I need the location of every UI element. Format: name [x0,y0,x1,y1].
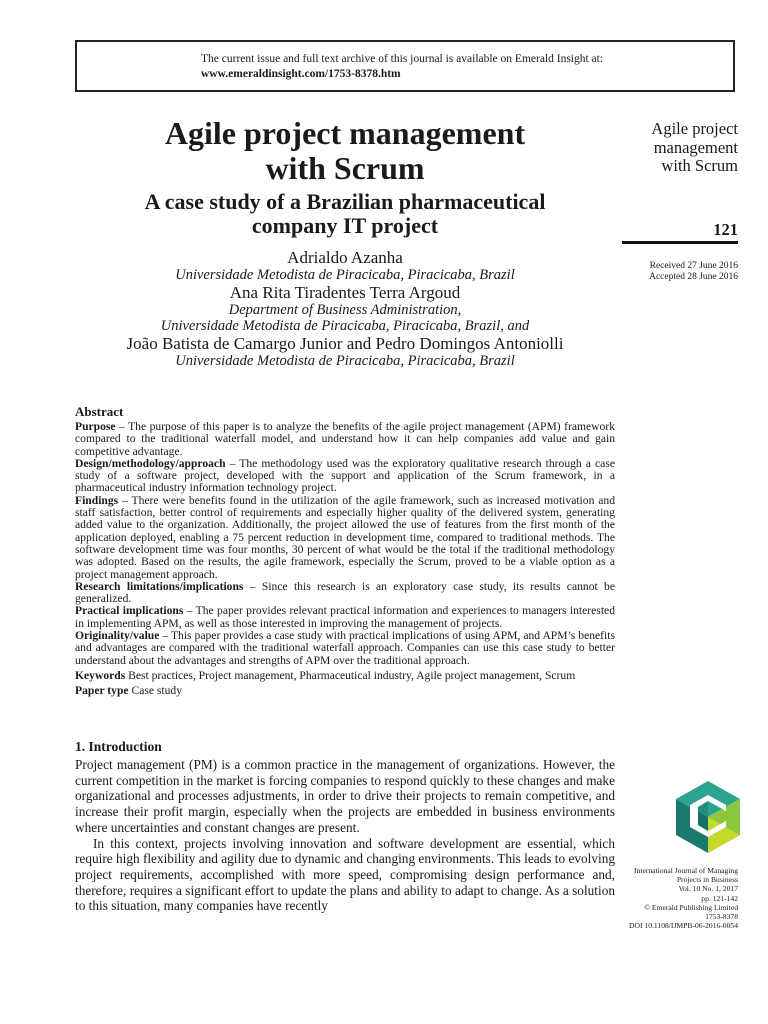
submission-dates [618,261,738,283]
author-affiliation: Department of Business Administration, [228,302,462,318]
paper-title-line: Agile project management [164,115,526,151]
accepted-date: Accepted 28 June 2016 [649,272,738,282]
paper-title [75,116,615,186]
paper-type-label: Paper type [75,684,129,698]
abstract-originality [75,630,615,667]
running-title-line: with Scrum [661,156,738,175]
abstract-text: – The paper provides relevant practical information and experiences to managers interested in implementing APM, as well as those interested in improving the management of projects. [75,604,615,630]
paper-subtitle-line: company IT project [251,213,439,238]
journal-pages: pp. 121-142 [701,893,738,903]
author-name: Ana Rita Tiradentes Terra Argoud [229,283,461,302]
introduction-section [75,739,615,914]
journal-name: Projects in Business [676,875,738,885]
abstract-label: Purpose [75,420,116,433]
body-paragraph: Project management (PM) is a common practice in the management of organizations. However, the current competition in the market is forcing companies to respond quickly to these changes and make organizational and processes adjustments, in order to drive their projects to remain competitive, and increase their profit margin, especially when the projects are embedded in business environments where uncertainties and constant changes are present. [75,757,615,835]
paper-subtitle [75,190,615,238]
author-affiliation: Universidade Metodista de Piracicaba, Piracicaba, Brazil [175,267,515,283]
paper-title-line: with Scrum [265,150,425,186]
abstract-text: – Since this research is an exploratory case study, its results cannot be generalized. [75,579,615,606]
abstract-purpose [75,421,615,458]
keywords-label: Keywords [75,668,126,682]
running-title-line: management [653,137,738,157]
abstract-label: Findings [75,493,119,507]
received-date: Received 27 June 2016 [649,261,738,271]
emerald-publishing-logo-icon [676,781,740,853]
paper-subtitle-line: A case study of a Brazilian pharmaceutical [144,189,546,214]
abstract-label: Research limitations/implications [75,579,244,593]
abstract-heading: Abstract [75,404,124,419]
journal-issn: 1753-8378 [705,912,738,922]
author-list [75,248,615,369]
keywords-text: Best practices, Project management, Pharmaceutical industry, Agile project management, Scrum [128,668,576,682]
journal-doi[interactable]: DOI 10.1108/IJMPB-06-2016-0054 [629,921,738,931]
paper-type [75,685,615,697]
abstract-text: – There were benefits found in the utilization of the agile framework, such as increased motivation and staff satisfaction, better control of requirements and especially higher quality of the delivered system, generating added value to the organization. Additionally, the project allowed the use of features from the first month of the application deployed, enabling a 75 percent reduction in development time, compared to traditional methods. The software development time was four months, 30 percent of what would be the total if the traditional methodology was adopted. Based on the results, the agile framework, especially the Scrum, proved to be a viable option as a project management approach. [75,493,615,581]
journal-citation-info [618,866,738,930]
abstract-design [75,458,615,495]
abstract-text: – This paper provides a case study with practical implications of using APM, and APM’s benefits and advantages are compared with the traditional waterfall approach. Companies can use this case study to better understand about the advantages and strengths of APM over the traditional approach. [75,629,615,667]
page-number: 121 [713,220,738,239]
abstract-practical [75,605,615,630]
abstract-limitations [75,581,615,606]
journal-copyright: © Emerald Publishing Limited [644,902,738,912]
abstract-label: Practical implications [75,604,184,618]
abstract-section [75,404,615,698]
page-number-rule [622,241,738,244]
abstract-label: Design/methodology/approach [75,456,226,470]
journal-url-link[interactable]: www.emeraldinsight.com/1753-8378.htm [201,68,401,80]
journal-name: International Journal of Managing [634,866,738,875]
author-affiliation: Universidade Metodista de Piracicaba, Piracicaba, Brazil, and [160,318,530,334]
journal-volume: Vol. 10 No. 1, 2017 [678,884,738,894]
body-paragraph: In this context, projects involving innovation and software development are essential, which require high flexibility and agility due to dynamic and changing environments. This leads to evolving project requirements, accomplished with more speed, compromising design performance and, therefore, requires a significant effort to update the plans and ability to adapt to change. As a solution to this situation, many companies have recently [75,835,616,914]
paper-type-text: Case study [131,684,183,698]
abstract-findings [75,495,615,581]
notice-text: The current issue and full text archive of this journal is available on Emerald Insight at: [201,53,604,65]
abstract-label: Originality/value [75,629,160,643]
author-name: Adrialdo Azanha [287,248,403,267]
introduction-heading: 1. Introduction [75,739,162,754]
abstract-text: – The methodology used was the exploratory qualitative research through a case study of a software project, developed with the support and application of the Scrum framework, in a pharmaceutical industry information technology project. [75,456,615,495]
journal-availability-notice [75,40,735,92]
running-title [618,120,738,176]
author-affiliation: Universidade Metodista de Piracicaba, Piracicaba, Brazil [175,353,515,369]
author-name: João Batista de Camargo Junior and Pedro Domingos Antoniolli [126,334,564,353]
keywords [75,670,615,682]
abstract-text: – The purpose of this paper is to analyze the benefits of the agile project management (APM) framework compared to the traditional waterfall model, and understand how it can help companies add value and gain competitive advantage. [75,420,615,458]
running-title-line: Agile project [651,119,738,138]
